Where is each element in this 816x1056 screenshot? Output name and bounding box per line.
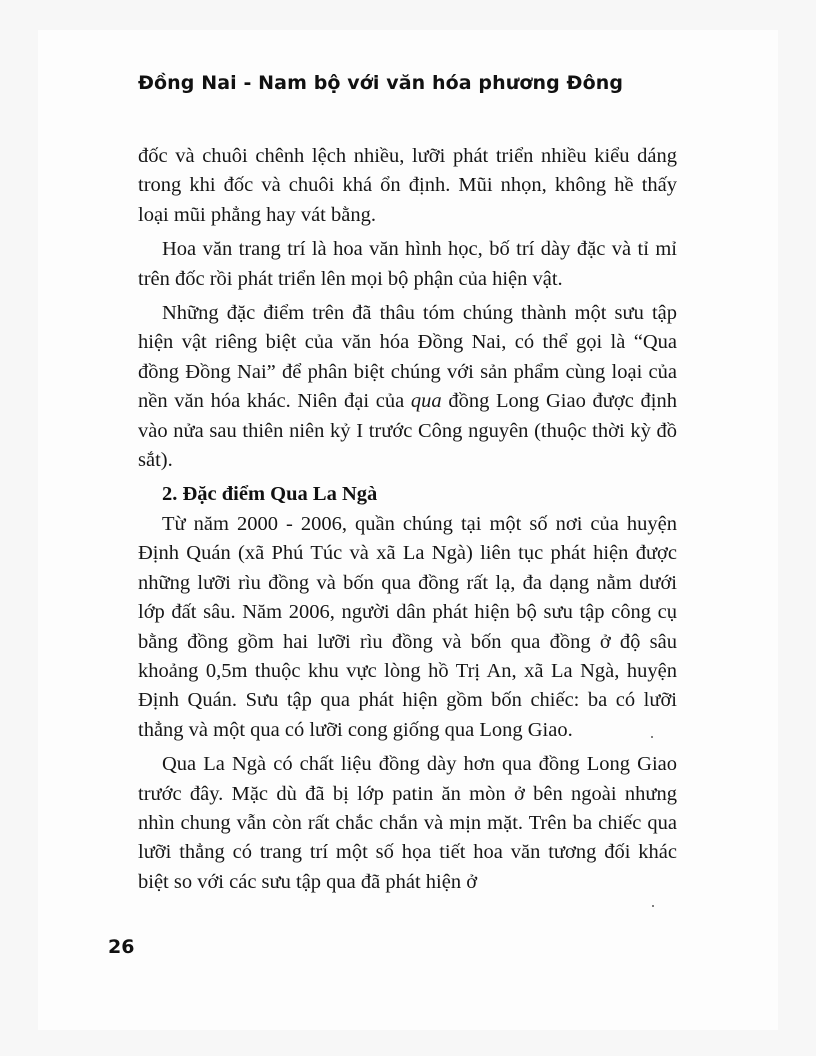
page-number: 26: [108, 936, 135, 958]
scan-speck: [652, 905, 654, 907]
section-heading: 2. Đặc điểm Qua La Ngà: [162, 483, 378, 506]
running-header: Đồng Nai - Nam bộ với văn hóa phương Đông: [138, 72, 624, 94]
body-text: [138, 142, 677, 897]
paragraph-discovery: Từ năm 2000 - 2006, quần chúng tại một số nơi của huyện Định Quán (xã Phú Túc và xã La Ngà) liên tục phát hiện được những lưỡi rìu đồng và bốn qua đồng rất lạ, đa dạng nằm dưới lớp đất sâu. Năm 2006, người dân phát hiện bộ sưu tập công cụ bằng đồng gồm hai lưỡi rìu đồng và bốn qua đồng ở độ sâu khoảng 0,5m thuộc khu vực lòng hồ Trị An, xã La Ngà, huyện Định Quán. Sưu tập qua phát hiện gồm bốn chiếc: ba có lưỡi thẳng và một qua có lưỡi cong giống qua Long Giao.: [138, 512, 677, 741]
scan-speck: [651, 736, 653, 738]
paragraph-features-text-end: đồng Long Giao được định vào nửa sau thiên niên kỷ I trước Công nguyên (thuộc thời kỳ đồ sắt).: [138, 390, 677, 472]
paragraph-features: [138, 299, 677, 475]
paragraph-continuation: đốc và chuôi chênh lệch nhiều, lưỡi phát triển nhiều kiểu dáng trong khi đốc và chuôi khá ổn định. Mũi nhọn, không hề thấy loại mũi phẳng hay vát bằng.: [138, 145, 677, 226]
paragraph-material: Qua La Ngà có chất liệu đồng dày hơn qua đồng Long Giao trước đây. Mặc dù đã bị lớp patin ăn mòn ở bên ngoài nhưng nhìn chung vẫn còn rất chắc chắn và mịn mặt. Trên ba chiếc qua lưỡi thẳng có trang trí một số họa tiết hoa văn tương đối khác biệt so với các sưu tập qua đã phát hiện ở: [138, 753, 677, 893]
paragraph-decoration: Hoa văn trang trí là hoa văn hình học, bố trí dày đặc và tỉ mỉ trên đốc rồi phát triển lên mọi bộ phận của hiện vật.: [138, 238, 677, 290]
paragraph-features-text-start: Những đặc điểm trên đã thâu tóm chúng thành một sưu tập hiện vật riêng biệt của văn hóa Đồng Nai, có thể gọi là “Qua đồng Đồng Nai” để phân biệt chúng với sản phẩm cùng loại của nền văn hóa khác. Niên đại của: [138, 302, 677, 413]
paragraph-features-emphasis: qua: [410, 390, 442, 413]
